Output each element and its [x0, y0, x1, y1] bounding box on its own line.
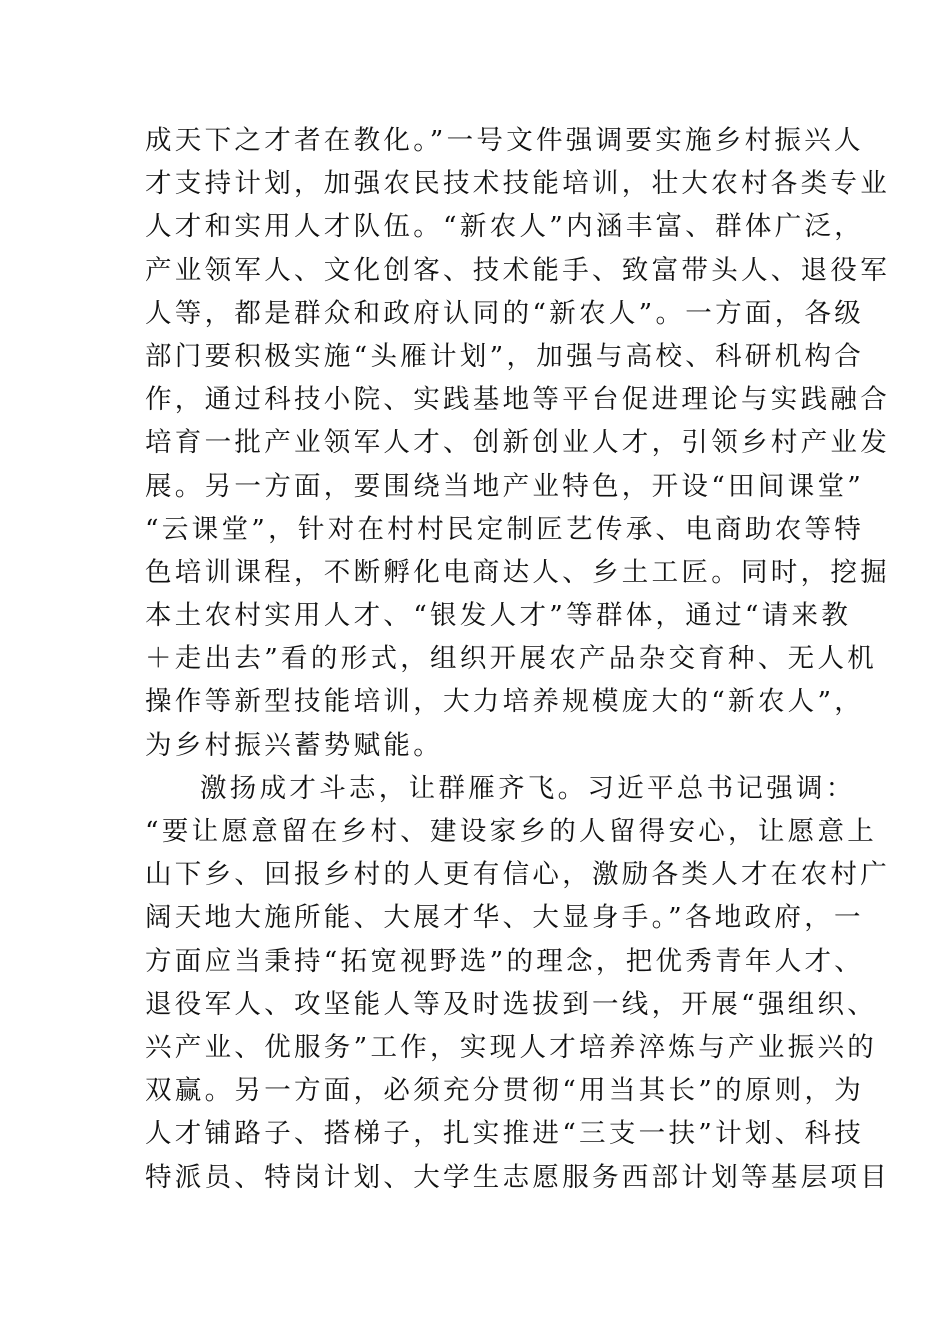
- text-line: 色培训课程，不断孵化电商达人、乡土工匠。同时，挖掘: [145, 556, 890, 588]
- text-line: 人等，都是群众和政府认同的“新农人”。一方面，各级: [145, 297, 865, 329]
- text-line: 本土农村实用人才、“银发人才”等群体，通过“请来教: [145, 600, 852, 632]
- text-line: 特派员、特岗计划、大学生志愿服务西部计划等基层项目: [145, 1161, 890, 1193]
- text-line: 为乡村振兴蓄势赋能。: [145, 729, 443, 761]
- text-line: 培育一批产业领军人才、创新创业人才，引领乡村产业发: [145, 427, 890, 459]
- text-line: 人才铺路子、搭梯子，扎实推进“三支一扶”计划、科技: [145, 1118, 865, 1150]
- text-line: ＋走出去”看的形式，组织开展农产品杂交育种、无人机: [145, 643, 878, 675]
- text-line: 双赢。另一方面，必须充分贯彻“用当其长”的原则，为: [145, 1075, 865, 1107]
- text-line: “云课堂”，针对在村村民定制匠艺传承、电商助农等特: [145, 513, 865, 545]
- text-line: 才支持计划，加强农民技术技能培训，壮大农村各类专业: [145, 168, 890, 200]
- text-line: “要让愿意留在乡村、建设家乡的人留得安心，让愿意上: [145, 816, 878, 847]
- text-line: 兴产业、优服务”工作，实现人才培养淬炼与产业振兴的: [145, 1031, 878, 1063]
- text-line: 阔天地大施所能、大展才华、大显身手。”各地政府，一: [145, 902, 864, 934]
- text-line: 部门要积极实施“头雁计划”，加强与高校、科研机构合: [145, 340, 865, 372]
- paragraph-start-line: 激扬成才斗志，让群雁齐飞。习近平总书记强调：: [200, 772, 856, 804]
- document-page: [145, 119, 890, 1199]
- text-line: 作，通过科技小院、实践基地等平台促进理论与实践融合: [145, 384, 890, 416]
- text-line: 山下乡、回报乡村的人更有信心，激励各类人才在农村广: [145, 859, 890, 891]
- text-line: 人才和实用人才队伍。“新农人”内涵丰富、群体广泛，: [145, 211, 865, 243]
- text-line: 成天下之才者在教化。”一号文件强调要实施乡村振兴人: [145, 125, 864, 156]
- text-line: 产业领军人、文化创客、技术能手、致富带头人、退役军: [145, 254, 890, 286]
- text-line: 退役军人、攻坚能人等及时选拔到一线，开展“强组织、: [145, 988, 878, 1020]
- text-line: 方面应当秉持“拓宽视野选”的理念，把优秀青年人才、: [145, 945, 865, 977]
- text-line: 展。另一方面，要围绕当地产业特色，开设“田间课堂”: [145, 470, 865, 502]
- text-line: 操作等新型技能培训，大力培养规模庞大的“新农人”，: [145, 686, 865, 718]
